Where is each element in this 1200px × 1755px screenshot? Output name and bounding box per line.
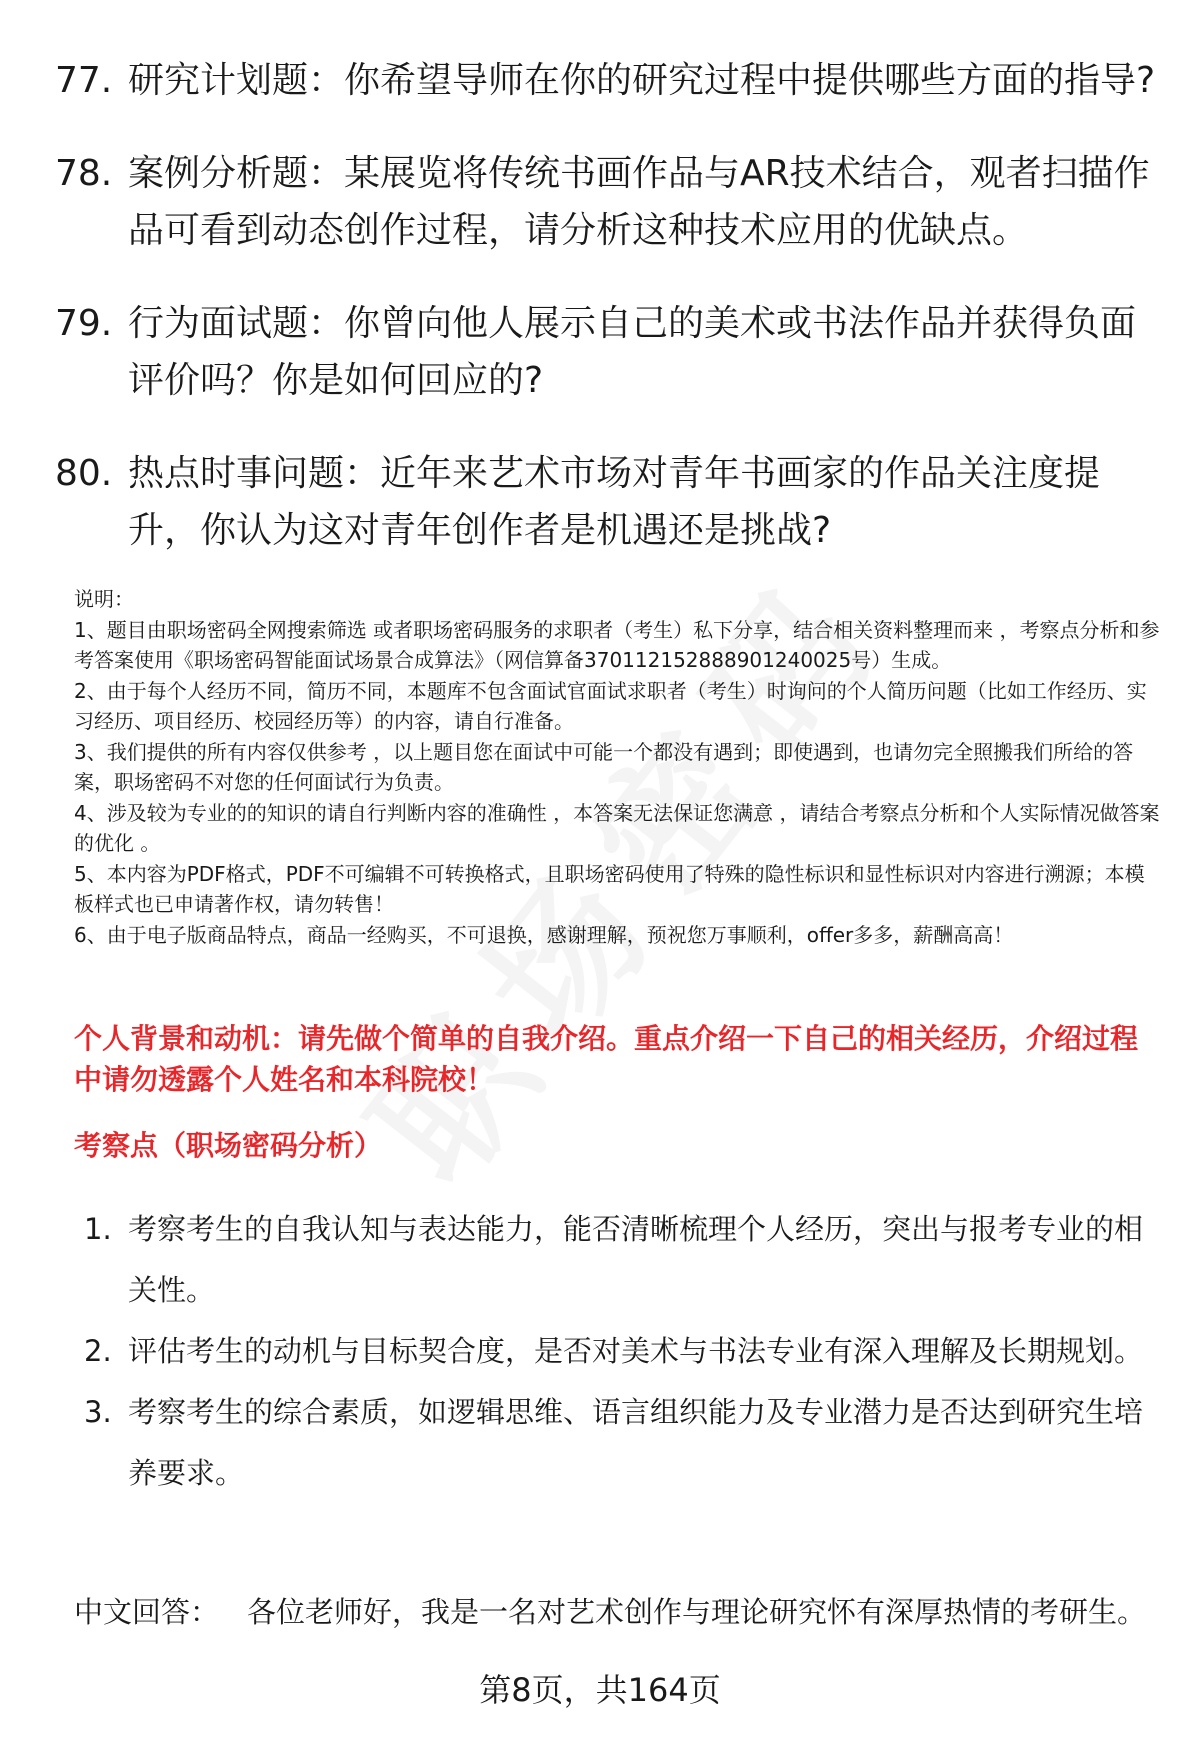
point-number: 1. xyxy=(84,1212,112,1246)
question-text: 行为面试题：你曾向他人展示自己的美术或书法作品并获得负面评价吗？你是如何回应的? xyxy=(128,303,1137,401)
note-item: 2、由于每个人经历不同，简历不同，本题库不包含面试官面试求职者（考生）时询问的个人简历问题（比如工作经历、实习经历、项目经历、校园经历等）的内容，请自行准备。 xyxy=(74,678,1147,733)
analysis-points xyxy=(84,1199,1164,1504)
question-text: 研究计划题：你希望导师在你的研究过程中提供哪些方面的指导? xyxy=(128,60,1156,101)
question-item xyxy=(55,145,1165,259)
question-item xyxy=(55,52,1165,109)
question-number: 78. xyxy=(55,153,113,194)
answer-section xyxy=(74,1590,1174,1634)
question-text: 热点时事问题：近年来艺术市场对青年书画家的作品关注度提升，你认为这对青年创作者是机遇还是挑战? xyxy=(128,453,1101,551)
notes-section xyxy=(74,584,1164,950)
analysis-point xyxy=(84,1321,1164,1382)
answer-label: 中文回答： xyxy=(74,1595,220,1629)
analysis-point xyxy=(84,1199,1164,1321)
question-list xyxy=(55,52,1165,595)
point-text: 考察考生的综合素质，如逻辑思维、语言组织能力及专业潜力是否达到研究生培养要求。 xyxy=(128,1395,1144,1490)
analysis-heading: 考察点（职场密码分析） xyxy=(74,1129,383,1162)
analysis-point xyxy=(84,1382,1164,1504)
note-item: 4、涉及较为专业的的知识的请自行判断内容的准确性 ，本答案无法保证您满意 ，请结合考察点分析和个人实际情况做答案的优化 。 xyxy=(74,800,1160,855)
point-number: 2. xyxy=(84,1334,112,1368)
question-item xyxy=(55,295,1165,409)
note-item: 5、本内容为PDF格式，PDF不可编辑不可转换格式，且职场密码使用了特殊的隐性标识和显性标识对内容进行溯源；本模板样式也已申请著作权，请勿转售！ xyxy=(74,861,1145,916)
question-number: 80. xyxy=(55,453,113,494)
point-number: 3. xyxy=(84,1395,112,1429)
question-item xyxy=(55,445,1165,559)
point-text: 考察考生的自我认知与表达能力，能否清晰梳理个人经历，突出与报考专业的相关性。 xyxy=(128,1212,1144,1307)
note-item: 3、我们提供的所有内容仅供参考 ，以上题目您在面试中可能一个都没有遇到；即使遇到，也请勿完全照搬我们所给的答案，职场密码不对您的任何面试行为负责。 xyxy=(74,739,1134,794)
page-footer: 第8页，共164页 xyxy=(479,1671,721,1709)
question-number: 79. xyxy=(55,303,113,344)
question-text: 案例分析题：某展览将传统书画作品与AR技术结合，观者扫描作品可看到动态创作过程，请分析这种技术应用的优缺点。 xyxy=(128,153,1150,251)
note-item: 1、题目由职场密码全网搜索筛选 或者职场密码服务的求职者（考生）私下分享，结合相关资料整理而来 ，考察点分析和参考答案使用《职场密码智能面试场景合成算法》（网信算备370112152888901240025号）生成。 xyxy=(74,617,1160,672)
notes-title: 说明： xyxy=(74,587,134,611)
answer-text: 各位老师好，我是一名对艺术创作与理论研究怀有深厚热情的考研生。 xyxy=(247,1595,1147,1629)
note-item: 6、由于电子版商品特点，商品一经购买，不可退换，感谢理解，预祝您万事顺利，offer多多，薪酬高高！ xyxy=(74,922,1014,947)
section-heading: 个人背景和动机：请先做个简单的自我介绍。重点介绍一下自己的相关经历，介绍过程中请勿透露个人姓名和本科院校！ xyxy=(74,1022,1139,1096)
point-text: 评估考生的动机与目标契合度，是否对美术与书法专业有深入理解及长期规划。 xyxy=(128,1334,1144,1368)
question-number: 77. xyxy=(55,60,113,101)
